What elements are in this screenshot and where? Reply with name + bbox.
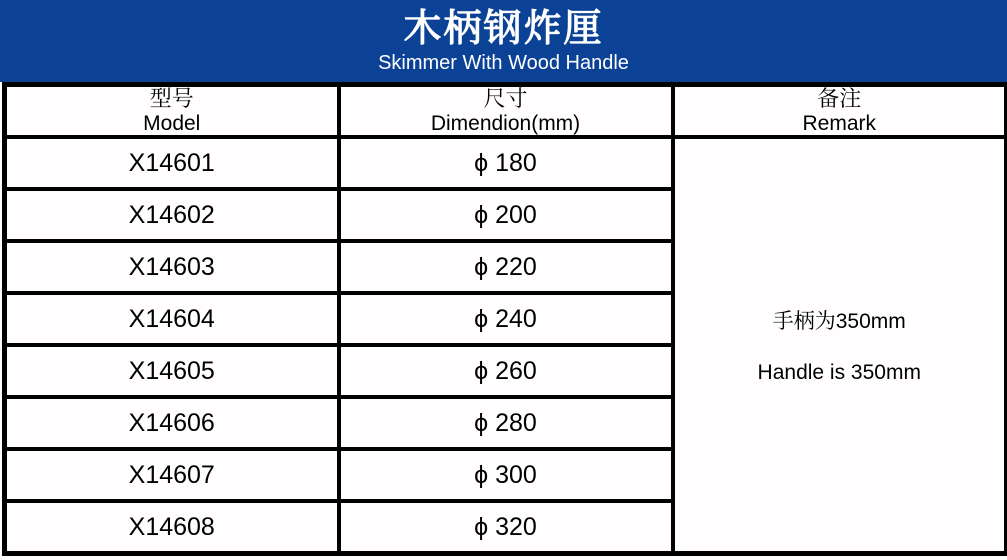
col-header-model-zh: 型号 (149, 86, 194, 112)
col-header-model-en: Model (143, 111, 201, 135)
col-header-remark-zh: 备注 (817, 86, 862, 112)
remark-line-zh: 手柄为350mm (772, 310, 906, 333)
model-cell: X14608 (5, 501, 339, 554)
title-banner (0, 0, 1007, 82)
model-cell: X14605 (5, 345, 339, 397)
dimension-cell: ϕ 180 (339, 137, 673, 189)
table-row (5, 137, 1007, 189)
col-header-remark (673, 85, 1007, 138)
remark-cell (673, 137, 1007, 554)
model-cell: X14603 (5, 241, 339, 293)
dimension-cell: ϕ 280 (339, 397, 673, 449)
model-cell: X14602 (5, 189, 339, 241)
dimension-cell: ϕ 220 (339, 241, 673, 293)
col-header-dimension-en: Dimendion(mm) (430, 111, 581, 135)
remark-line-en: Handle is 350mm (757, 361, 921, 384)
dimension-cell: ϕ 300 (339, 449, 673, 501)
product-title-zh: 木柄钢炸厘 (403, 8, 604, 51)
dimension-cell: ϕ 200 (339, 189, 673, 241)
dimension-cell: ϕ 260 (339, 345, 673, 397)
model-cell: X14601 (5, 137, 339, 189)
col-header-model (5, 85, 339, 138)
col-header-remark-en: Remark (802, 111, 876, 135)
spec-table (2, 82, 1007, 556)
col-header-dimension (339, 85, 673, 138)
header-row (5, 85, 1007, 138)
model-cell: X14607 (5, 449, 339, 501)
col-header-dimension-zh: 尺寸 (483, 86, 528, 112)
product-title-en: Skimmer With Wood Handle (378, 51, 629, 74)
dimension-cell: ϕ 320 (339, 501, 673, 554)
model-cell: X14604 (5, 293, 339, 345)
model-cell: X14606 (5, 397, 339, 449)
dimension-cell: ϕ 240 (339, 293, 673, 345)
